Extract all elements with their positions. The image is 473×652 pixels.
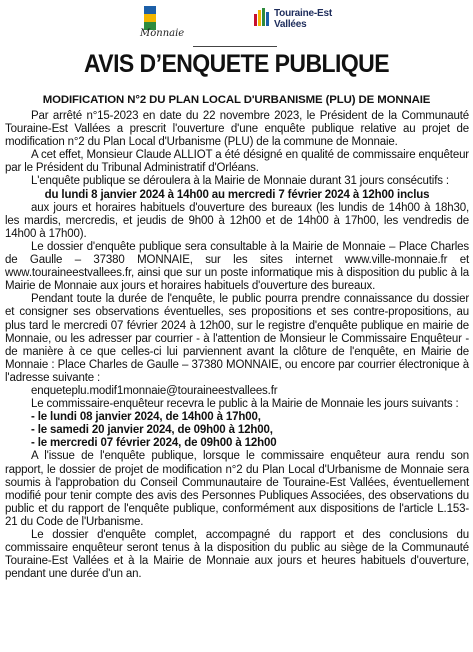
tev-logo-line2: Vallées [274, 19, 307, 30]
title-divider [193, 46, 277, 47]
schedule-item: - le lundi 08 janvier 2024, de 14h00 à 17h00, [31, 411, 261, 424]
contact-email: enqueteplu.modif1monnaie@touraineestvallees.fr [31, 384, 278, 397]
monnaie-logo-mark [144, 6, 156, 30]
paragraph-observations: Pendant toute la durée de l'enquête, le public pourra prendre connaissance du dossier et consigner ses observations éventuelles, ses propositions et ses contre-propositions, au plus tard le mercredi 07 février 2024 à 12h00, sur le registre d'enquête publique en mairie de Monnaie, ou les adresser par courrier - à l'attention de Monsieur le Commissaire Enquêteur - de manière à ce que celles-ci lui parviennent avant la clôture de l'enquête, en Mairie de Monnaie : Place Charles de Gaulle – 37380 MONNAIE, ou encore par courrier électronique à l'adresse suivante : [5, 293, 469, 384]
paragraph-arrete: Par arrêté n°15-2023 en date du 22 novembre 2023, le Président de la Communauté Touraine-Est Vallées a prescrit l'ouverture d'une enquête publique relative au projet de modification n°2 du Plan Local d'Urbanisme (PLU) de la commune de Monnaie. [5, 110, 469, 149]
paragraph-permanences: Le commissaire-enquêteur recevra le public à la Mairie de Monnaie les jours suivants : [31, 398, 459, 411]
paragraph-duree-intro: L'enquête publique se déroulera à la Mairie de Monnaie durant 31 jours consécutifs : [31, 175, 449, 188]
tev-logo-line1: Touraine-Est [274, 8, 332, 19]
notice-body [5, 110, 469, 581]
monnaie-logo-name: Monnaie [140, 28, 185, 39]
page-subtitle: MODIFICATION N°2 DU PLAN LOCAL D'URBANISME (PLU) DE MONNAIE [42, 94, 431, 106]
schedule-item: - le samedi 20 janvier 2024, de 09h00 à 12h00, [31, 424, 273, 437]
paragraph-dates: du lundi 8 janvier 2024 à 14h00 au mercredi 7 février 2024 à 12h00 inclus [44, 188, 430, 201]
paragraph-dossier-complet: Le dossier d'enquête complet, accompagné du rapport et des conclusions du commissaire enquêteur seront tenus à la disposition du public au siège de la Communauté Touraine-Est Vallées et à la Mairie de Monnaie aux jours et heures habituels d'ouverture, pendant une durée d'un an. [5, 529, 469, 581]
touraine-est-vallees-logo [252, 4, 342, 38]
schedule-item: - le mercredi 07 février 2024, de 09h00 à 12h00 [31, 437, 277, 450]
paragraph-consultation: Le dossier d'enquête publique sera consultable à la Mairie de Monnaie – Place Charles de Gaulle – 37380 MONNAIE, sur les sites internet www.ville-monnaie.fr et www.touraineestvallees.fr, ainsi que sur un poste informatique mis à disposition du public à la Mairie de Monnaie aux jours et horaires habituels d'ouverture des bureaux. [5, 240, 469, 293]
paragraph-approbation: A l'issue de l'enquête publique, lorsque le commissaire enquêteur aura rendu son rapport, le dossier de projet de modification n°2 du Plan Local d'Urbanisme de Monnaie sera soumis à l'approbation du Conseil Communautaire de Touraine-Est Vallées, éventuellement modifié pour tenir compte des avis des Personnes Publiques Associées, des observations du public et du rapport de l'enquête publique, conformément aux dispositions de l'article L.153-21 du Code de l'Urbanisme. [5, 450, 469, 528]
page-title: AVIS D’ENQUETE PUBLIQUE [83, 50, 390, 78]
paragraph-horaires: aux jours et horaires habituels d'ouverture des bureaux (les lundis de 14h00 à 18h30, les mardis, mercredis, et jeudis de 9h00 à 12h00 et de 14h00 à 17h00, les vendredis de 14h00 à 17h00). [5, 201, 469, 240]
tev-logo-mark [254, 8, 270, 28]
paragraph-commissaire: A cet effet, Monsieur Claude ALLIOT a été désigné en qualité de commissaire enquêteur par le Président du Tribunal Administratif d'Orléans. [5, 149, 469, 175]
monnaie-logo [140, 4, 185, 40]
